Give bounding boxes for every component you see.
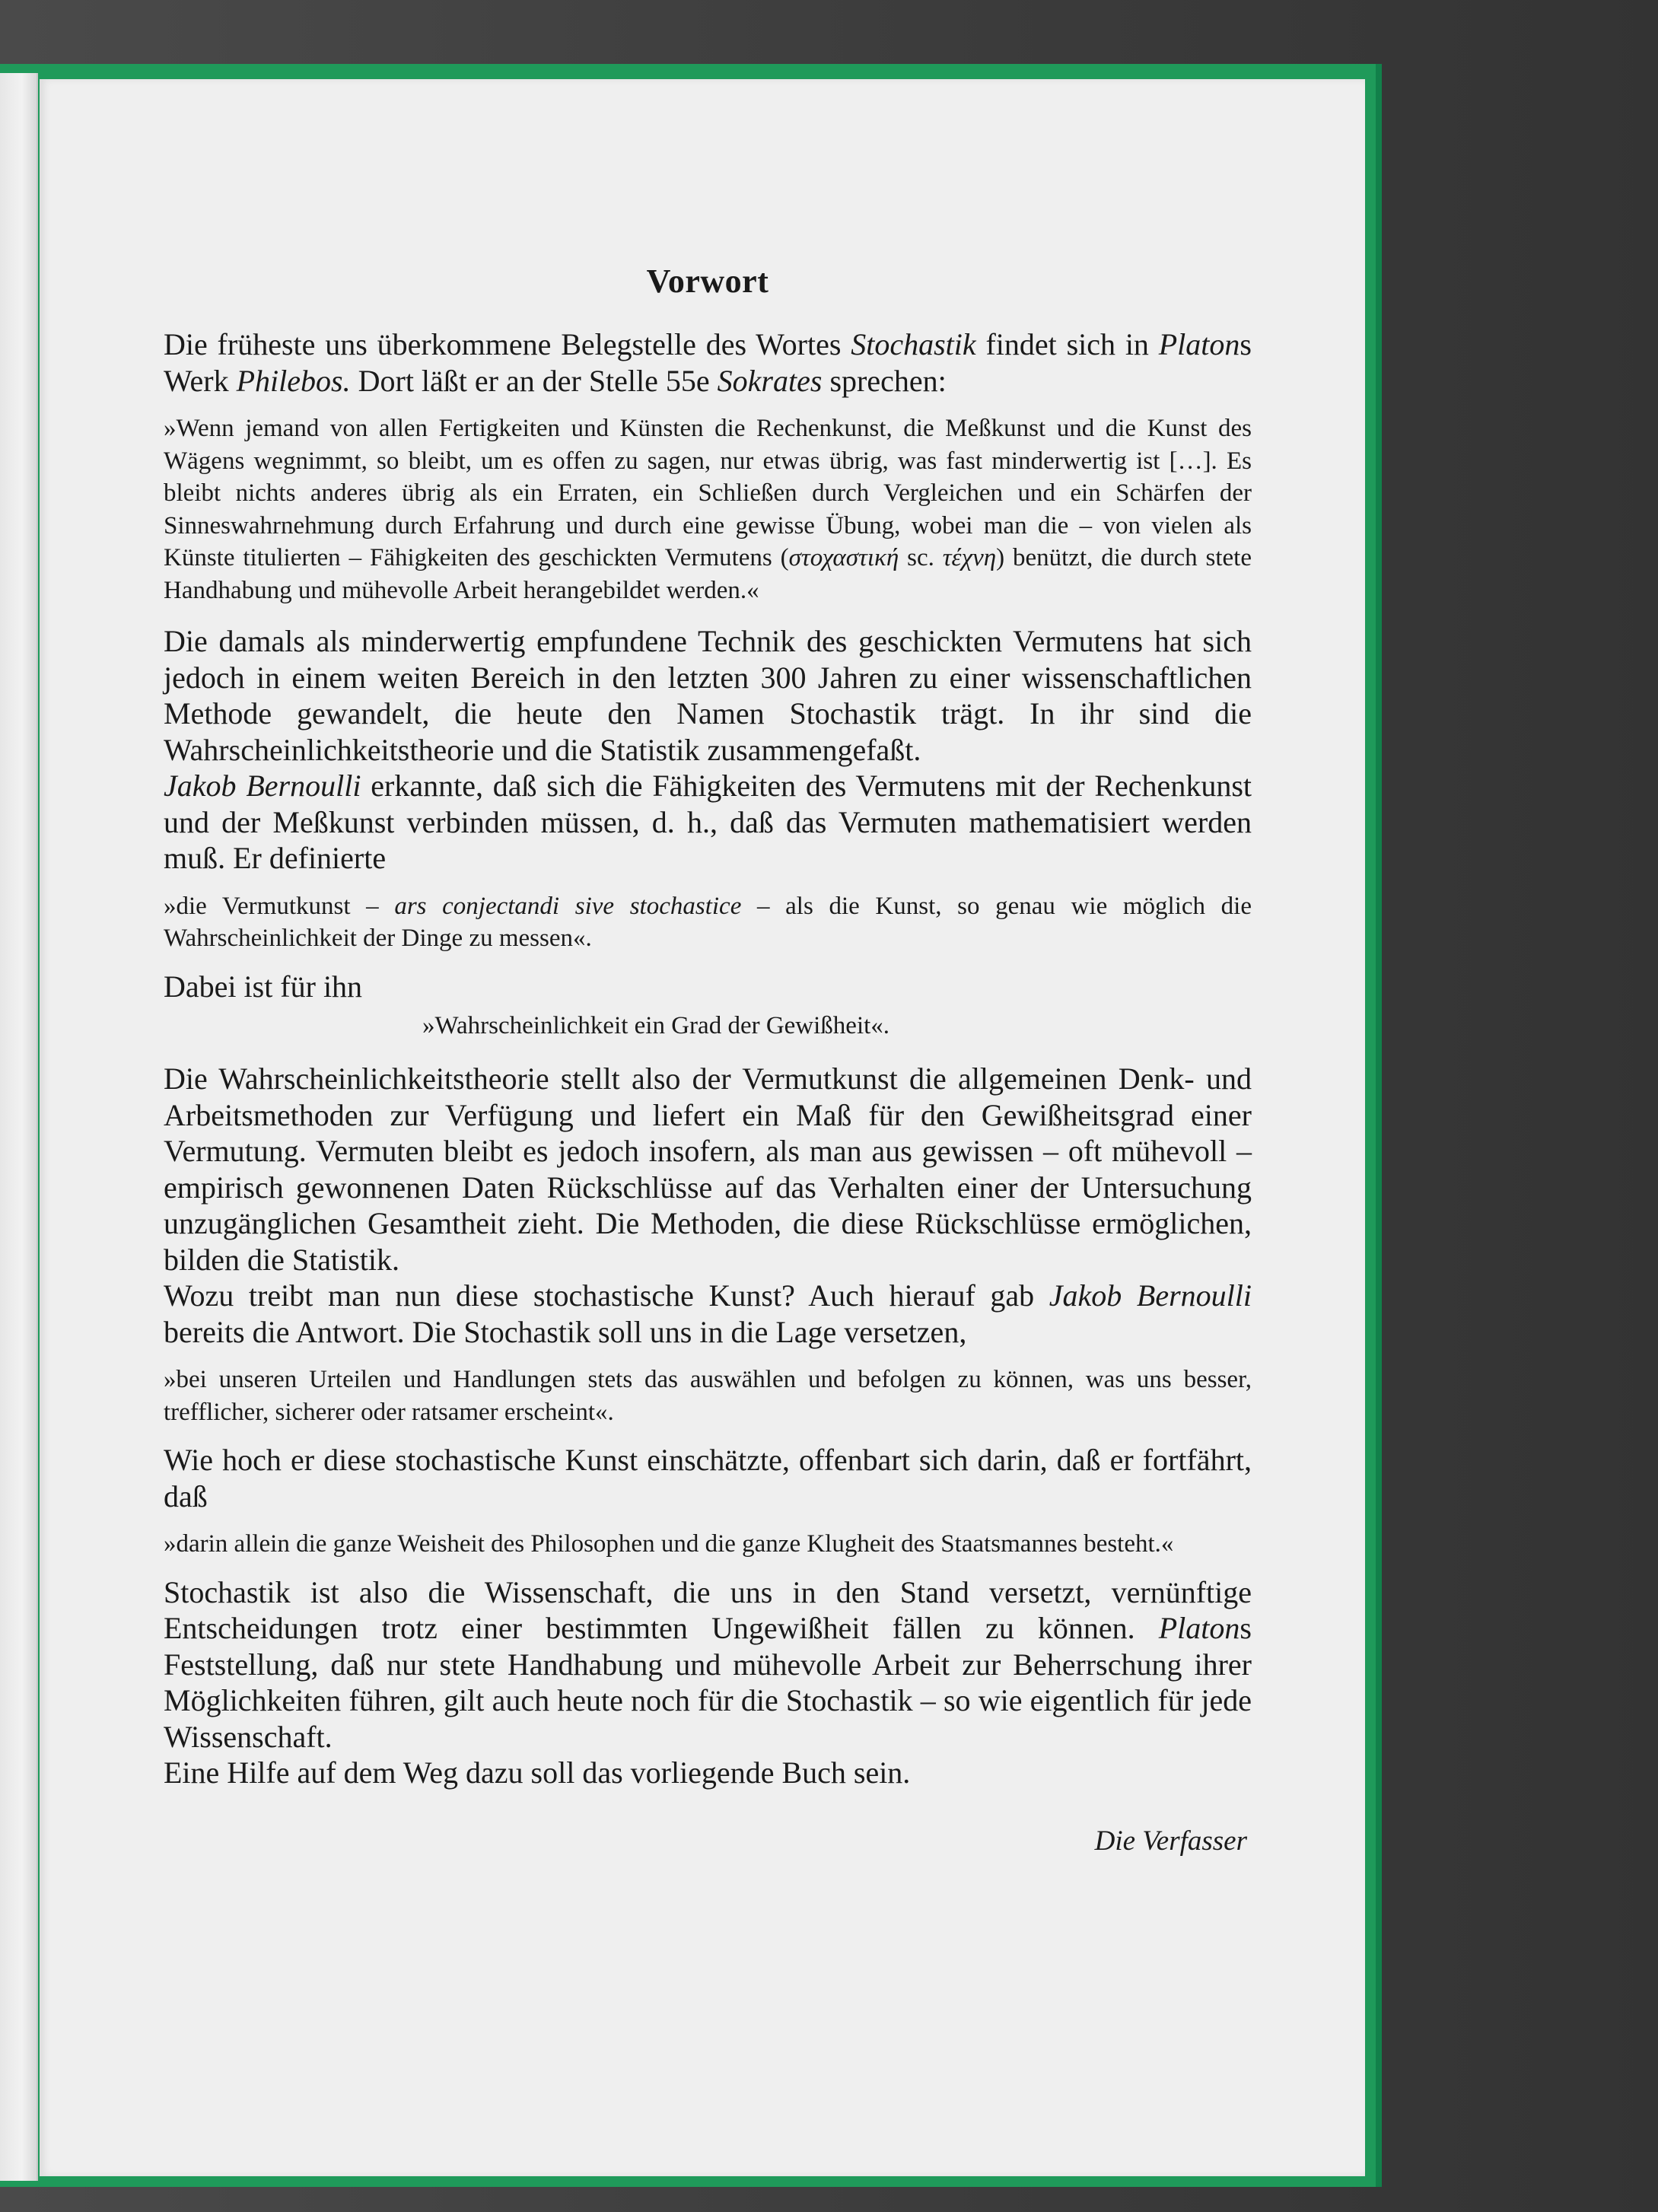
paragraph-bernoulli: Jakob Bernoulli erkannte, daß sich die Fähigkeiten des Vermutens mit der Rechenkunst und der Meßkunst verbinden müssen, d. h., daß das Vermuten mathematisiert werden muß. Er definierte <box>164 769 1252 875</box>
paragraph-wie-hoch: Wie hoch er diese stochastische Kunst einschätzte, offenbart sich darin, daß er fortfährt, daß <box>164 1443 1252 1513</box>
quote-weisheit: »darin allein die ganze Weisheit des Philosophen und die ganze Klugheit des Staatsmannes besteht.« <box>164 1530 1174 1558</box>
quote-urteilen: »bei unseren Urteilen und Handlungen stets das auswählen und befolgen zu können, was uns besser, trefflicher, sicherer oder ratsamer erscheint«. <box>164 1366 1252 1426</box>
book-page <box>40 79 1365 2176</box>
paragraph-closing: Eine Hilfe auf dem Weg dazu soll das vorliegende Buch sein. <box>164 1755 911 1790</box>
signature: Die Verfasser <box>1094 1825 1247 1857</box>
paragraph-intro: Die früheste uns überkommene Belegstelle des Wortes Stochastik findet sich in Platons Werk Philebos. Dort läßt er an der Stelle 55e Sokrates sprechen: <box>164 327 1252 398</box>
page-content <box>164 262 1252 1857</box>
paragraph-stochastik-method: Die damals als minderwertig empfundene Technik des geschickten Vermutens hat sich jedoch in einem weiten Bereich in den letzten 300 Jahren zu einer wissenschaftlichen Methode gewandelt, die heute den Namen Stochastik trägt. In ihr sind die Wahrscheinlichkeitstheorie und die Statistik zusammengefaßt. <box>164 624 1252 767</box>
left-page-edge <box>0 73 38 2181</box>
paragraph-wahrscheinlichkeitstheorie: Die Wahrscheinlichkeitstheorie stellt also der Vermutkunst die allgemeinen Denk- und Arbeitsmethoden zur Verfügung und liefert ein Maß für den Gewißheitsgrad einer Vermutung. Vermuten bleibt es jedoch insofern, als man aus gewissen – oft mühevoll – empirisch gewonnenen Daten Rückschlüsse auf das Verhalten einer der Untersuchung unzugänglichen Gesamtheit zieht. Die Methoden, die diese Rückschlüsse ermöglichen, bilden die Statistik. <box>164 1061 1252 1277</box>
quote-platon: »Wenn jemand von allen Fertigkeiten und Künsten die Rechenkunst, die Meßkunst und die Kunst des Wägens wegnimmt, so bleibt, um es offen zu sagen, nur etwas übrig, was fast minderwertig ist […]. Es bleibt nichts anderes übrig als ein Erraten, ein Schließen durch Vergleichen und ein Schärfen der Sinneswahrnehmung durch Erfahrung und durch eine gewisse Übung, wobei man die – von vielen als Künste titulierten – Fähigkeiten des geschickten Vermutens (στοχαστική sc. τέχνη) benützt, die durch stete Handhabung und mühevolle Arbeit herangebildet werden.« <box>164 415 1252 604</box>
quote-gewissheit: »Wahrscheinlichkeit ein Grad der Gewißheit«. <box>422 1012 890 1039</box>
quote-vermutkunst: »die Vermutkunst – ars conjectandi sive stochastice – als die Kunst, so genau wie möglich die Wahrscheinlichkeit der Dinge zu messen«. <box>164 892 1252 952</box>
paragraph-wozu: Wozu treibt man nun diese stochastische Kunst? Auch hierauf gab Jakob Bernoulli bereits die Antwort. Die Stochastik soll uns in die Lage versetzen, <box>164 1278 1252 1349</box>
paragraph-dabei: Dabei ist für ihn <box>164 969 363 1004</box>
page-title: Vorwort <box>646 263 769 300</box>
paragraph-conclusion: Stochastik ist also die Wissenschaft, die uns in den Stand versetzt, vernünftige Entscheidungen trotz einer bestimmten Ungewißheit fällen zu können. Platons Feststellung, daß nur stete Handhabung und mühevolle Arbeit zur Beherrschung ihrer Möglichkeiten führen, gilt auch heute noch für die Stochastik – so wie eigentlich für jede Wissenschaft. <box>164 1574 1252 1754</box>
